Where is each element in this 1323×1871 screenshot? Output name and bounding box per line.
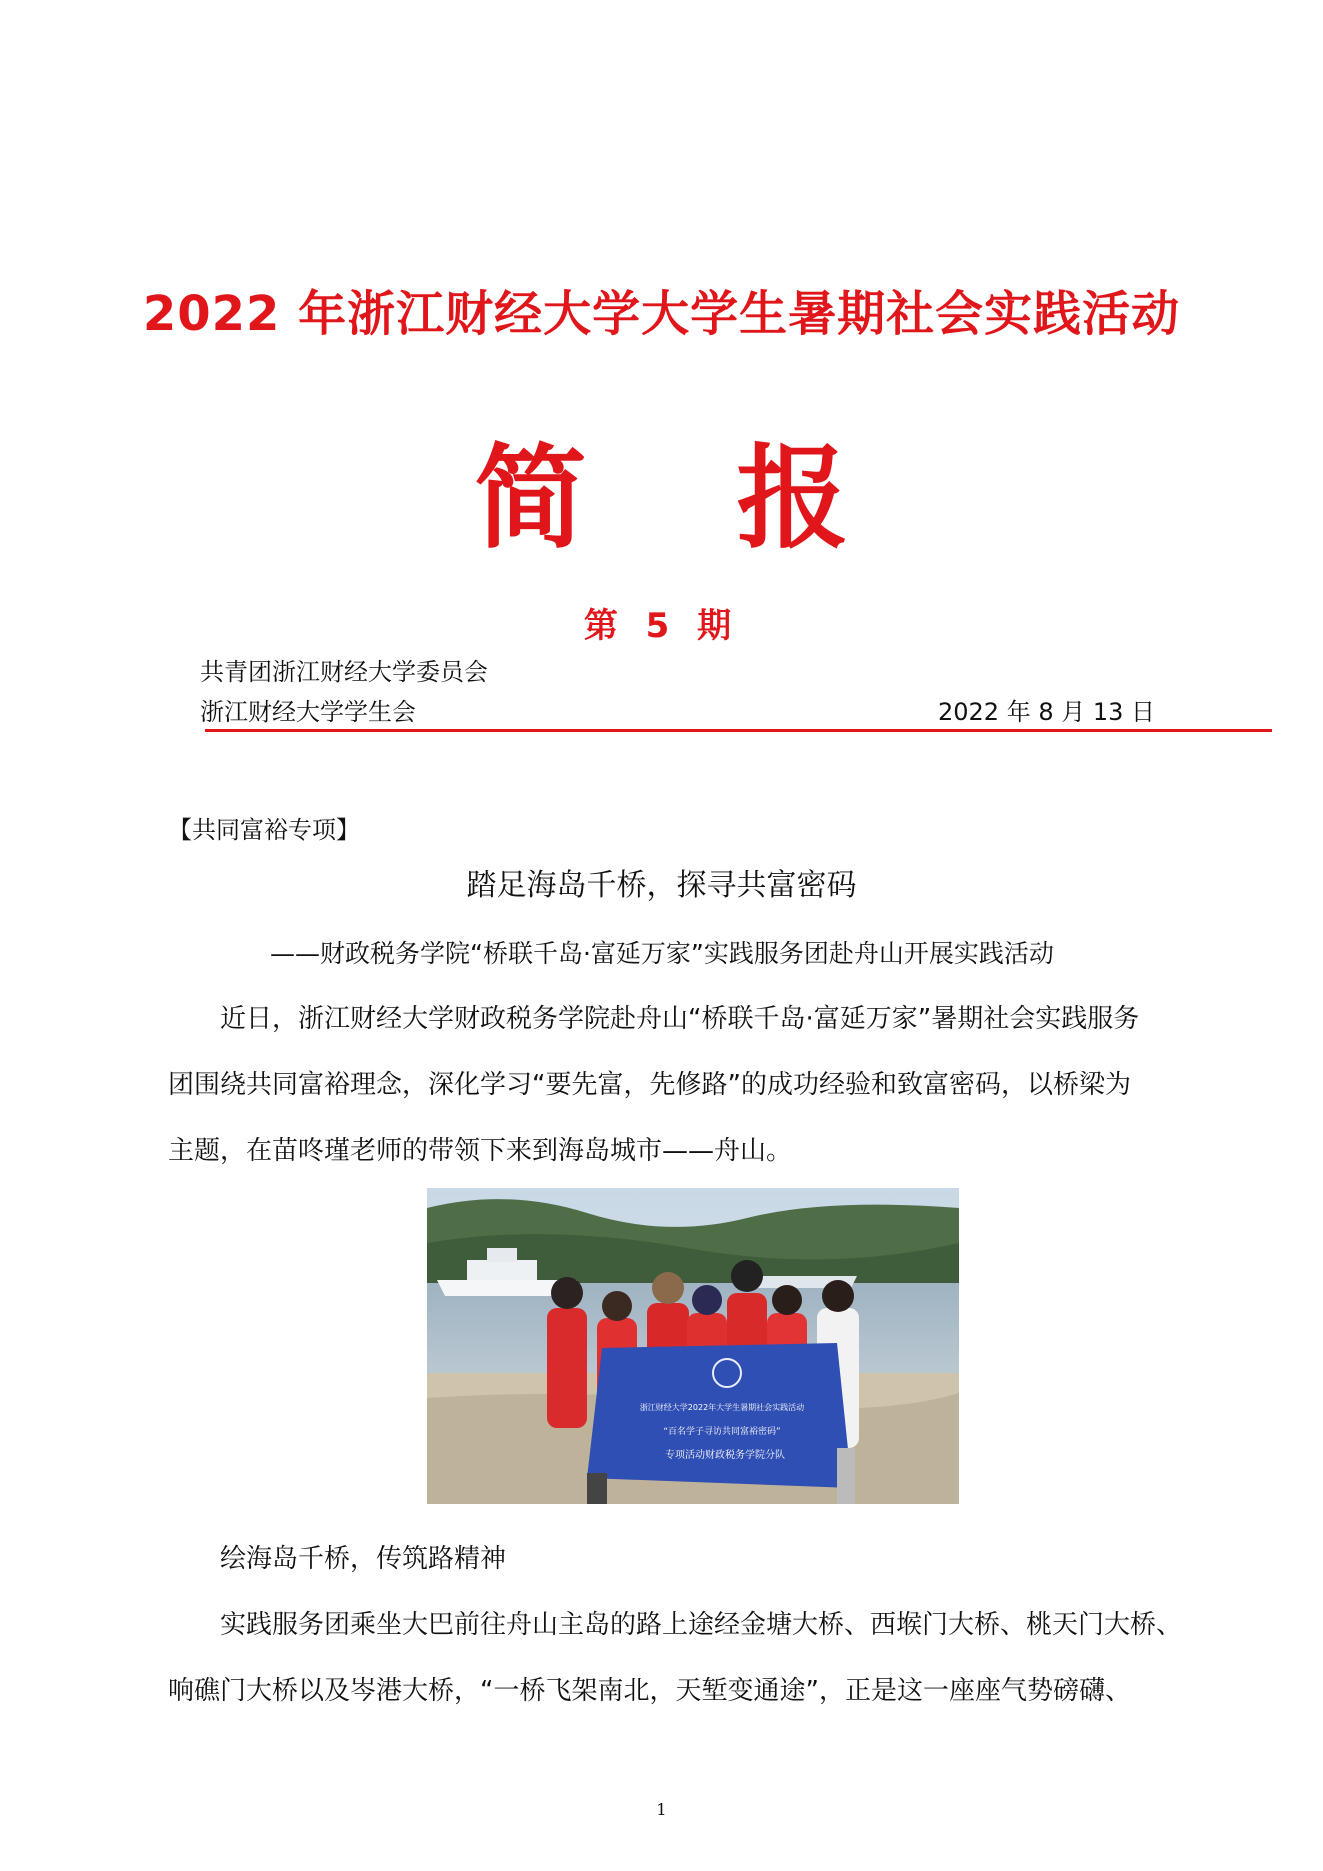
publisher-line-2: 浙江财经大学学生会	[200, 698, 416, 726]
page-number: 1	[656, 1800, 667, 1819]
section-heading: 绘海岛千桥，传筑路精神	[220, 1544, 507, 1574]
paragraph-2-line-2: 响礁门大桥以及岑港大桥，“一桥飞架南北，天堑变通途”，正是这一座座气势磅礴、	[168, 1676, 1131, 1706]
article-title: 踏足海岛千桥，探寻共富密码	[466, 868, 857, 903]
bulletin-title: 简报	[474, 434, 999, 564]
team-photo	[427, 1188, 959, 1504]
team-photo-illustration	[427, 1188, 959, 1504]
banner-line-2: “百名学子寻访共同富裕密码”	[663, 1427, 781, 1437]
paragraph-1-line-1: 近日，浙江财经大学财政税务学院赴舟山“桥联千岛·富延万家”暑期社会实践服务	[220, 1004, 1140, 1034]
event-title: 2022 年浙江财经大学大学生暑期社会实践活动	[142, 286, 1181, 342]
paragraph-2-line-1: 实践服务团乘坐大巴前往舟山主岛的路上途经金塘大桥、西堠门大桥、桃天门大桥、	[220, 1610, 1183, 1640]
paragraph-1-line-2: 团围绕共同富裕理念，深化学习“要先富，先修路”的成功经验和致富密码，以桥梁为	[168, 1070, 1131, 1100]
banner-line-3: 专项活动财政税务学院分队	[665, 1450, 785, 1461]
paragraph-1-line-3: 主题，在苗咚瑾老师的带领下来到海岛城市——舟山。	[168, 1136, 793, 1166]
article-subtitle: ——财政税务学院“桥联千岛·富延万家”实践服务团赴舟山开展实践活动	[270, 939, 1054, 968]
publisher-line-1: 共青团浙江财经大学委员会	[200, 658, 488, 686]
publish-date: 2022 年 8 月 13 日	[938, 698, 1156, 726]
column-tag: 【共同富裕专项】	[168, 816, 360, 844]
issue-number: 第 5 期	[583, 606, 740, 646]
banner-line-1: 浙江财经大学2022年大学生暑期社会实践活动	[639, 1403, 805, 1412]
header-divider	[205, 729, 1272, 732]
